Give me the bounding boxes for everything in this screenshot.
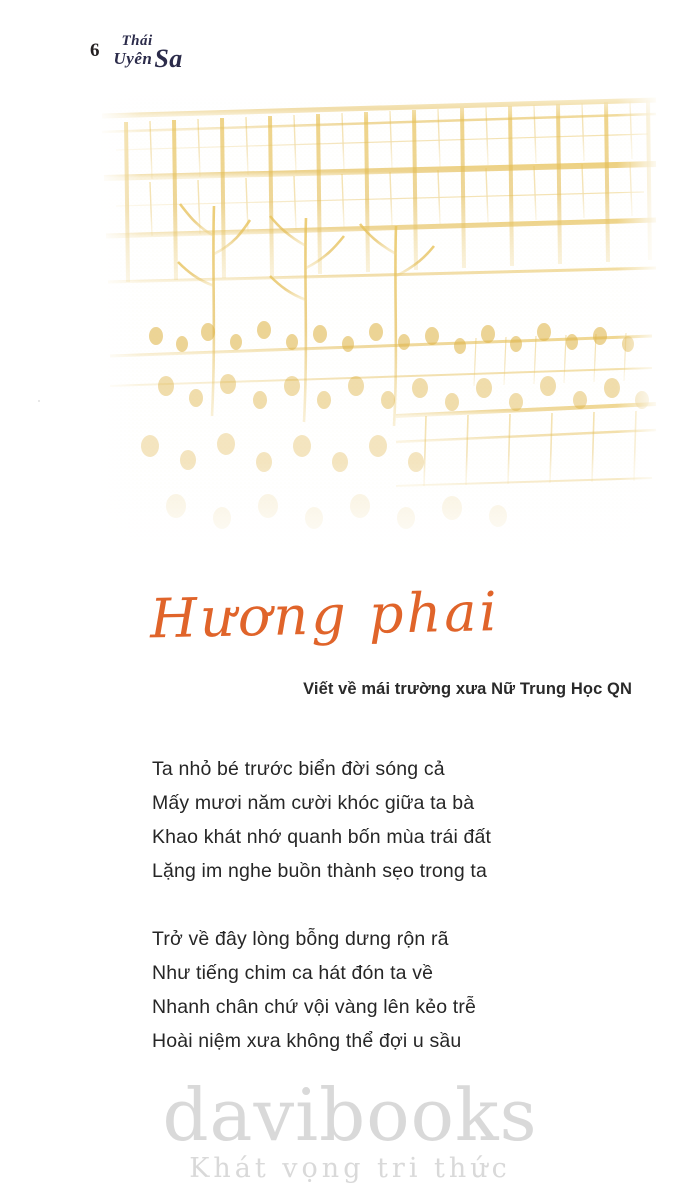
stanza [152, 752, 582, 888]
verse-line: Trở về đây lòng bỗng dưng rộn rã [152, 928, 449, 950]
registration-tick-left [38, 400, 40, 402]
author-logo-swash: Sa [154, 44, 183, 73]
verse-line: Mấy mươi năm cười khóc giữa ta bà [152, 792, 475, 814]
verse-line: Khao khát nhớ quanh bốn mùa trái đất [152, 826, 492, 848]
verse-line: Hoài niệm xưa không thể đợi u sầu [152, 1030, 462, 1052]
author-logo-line2-text: Uyên [113, 49, 153, 68]
photo-artwork [96, 86, 662, 556]
verse-line: Nhanh chân chứ vội vàng lên kẻo trễ [152, 996, 477, 1018]
page-header [90, 33, 183, 73]
author-logo-line1: Thái [121, 33, 153, 49]
poem-subtitle: Viết về mái trường xưa Nữ Trung Học QN [303, 680, 632, 698]
verse-line: Lặng im nghe buồn thành sẹo trong ta [152, 860, 487, 882]
school-photograph [96, 86, 662, 556]
watermark-tagline: Khát vọng tri thức [189, 1153, 511, 1184]
author-logo [113, 33, 183, 73]
poem-body [152, 752, 582, 1092]
verse-line: Như tiếng chim ca hát đón ta về [152, 962, 434, 984]
verse-line: Ta nhỏ bé trước biển đời sóng cả [152, 758, 445, 780]
poem-title: Hương phai [149, 580, 501, 651]
watermark [0, 1073, 700, 1184]
author-logo-line2 [113, 44, 183, 73]
stanza [152, 922, 582, 1058]
watermark-brand: davibooks [162, 1073, 538, 1157]
page-number: 6 [90, 40, 100, 61]
